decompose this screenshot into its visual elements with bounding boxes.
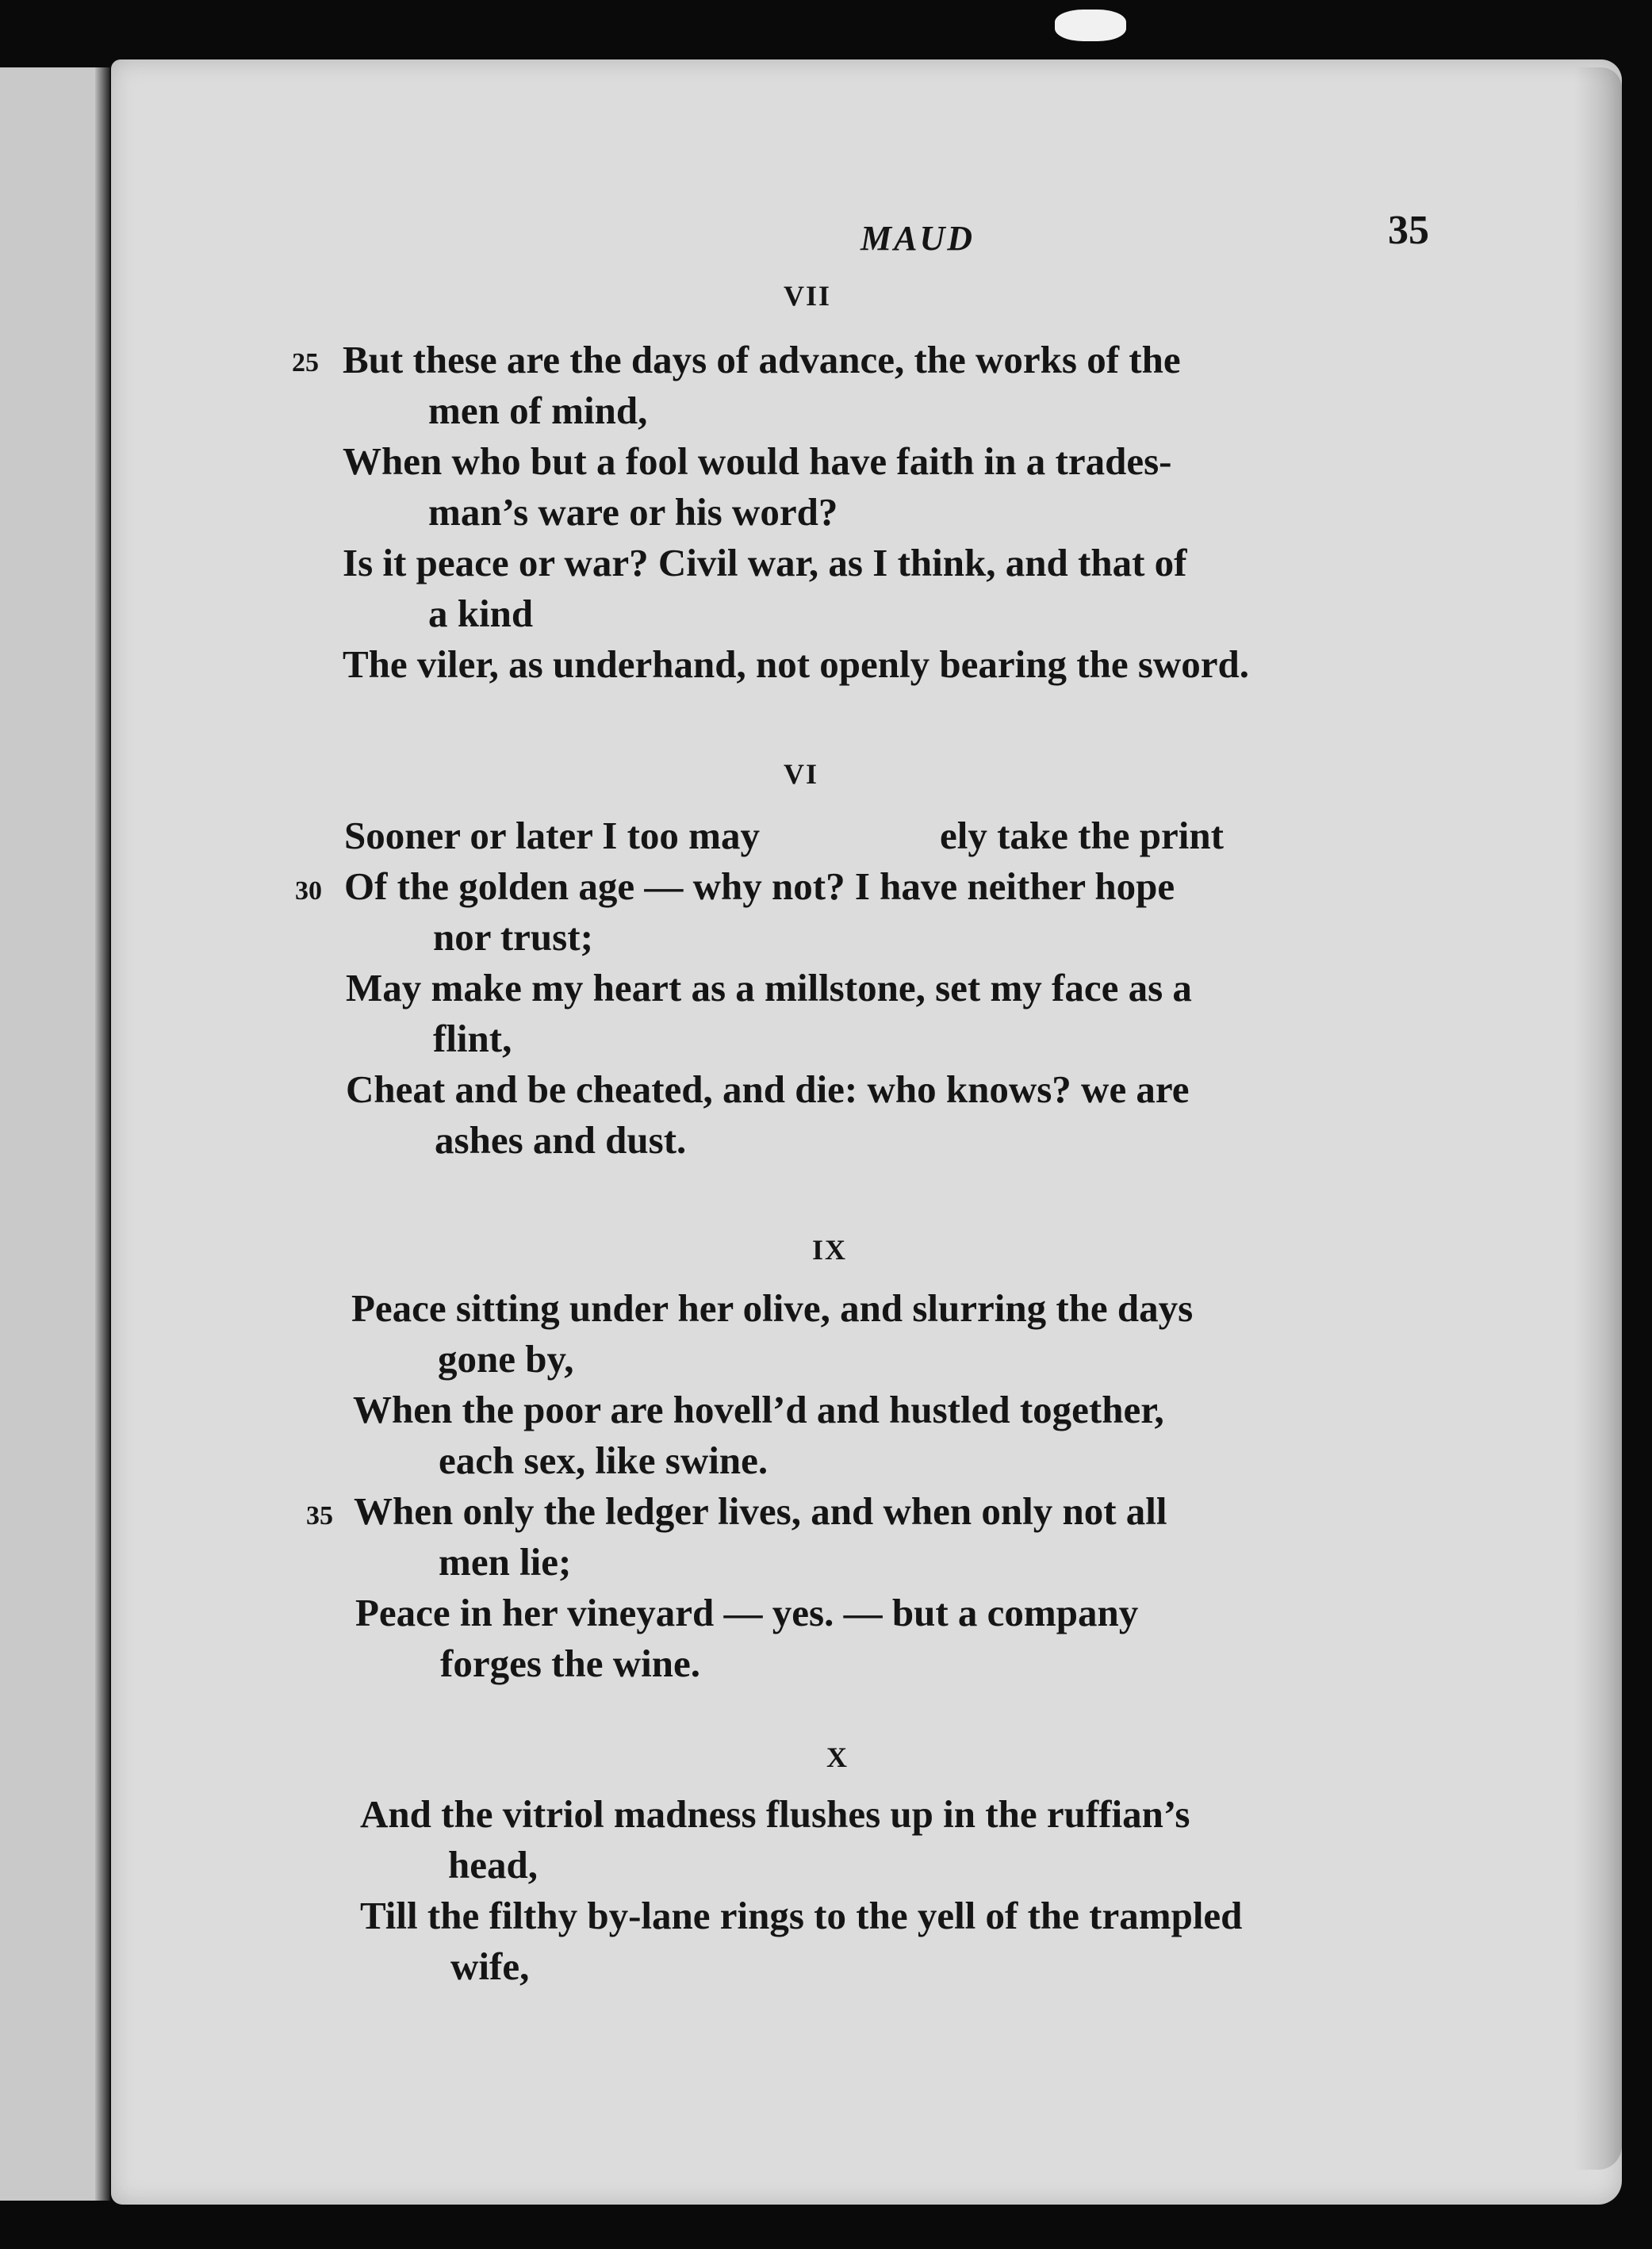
verse-line: Peace in her vineyard — yes. — but a company: [355, 1591, 1139, 1634]
verse-line: flint,: [433, 1017, 512, 1060]
verse-line: man’s ware or his word?: [428, 490, 838, 534]
page-number: 35: [1388, 208, 1429, 253]
paper-damage-mark: [1055, 10, 1126, 41]
verse-line: men of mind,: [428, 389, 648, 432]
line-number-25: 25: [292, 348, 319, 377]
running-head-title: MAUD: [860, 219, 975, 258]
section-numeral-vii: VII: [784, 280, 832, 312]
verse-line: Of the golden age — why not? I have neither hope: [344, 864, 1175, 908]
verse-line: The viler, as underhand, not openly bearing the sword.: [343, 642, 1250, 686]
verse-line: head,: [448, 1843, 539, 1887]
verse-line: wife,: [450, 1944, 530, 1988]
verse-line: gone by,: [438, 1337, 574, 1381]
verse-line: And the vitriol madness flushes up in the ruffian’s: [360, 1792, 1190, 1836]
verse-line: each sex, like swine.: [439, 1439, 769, 1482]
verse-line: When the poor are hovell’d and hustled together,: [353, 1388, 1164, 1431]
verse-line: a kind: [428, 592, 534, 635]
verse-line: When only the ledger lives, and when only not all: [354, 1489, 1167, 1533]
section-numeral-x: X: [826, 1741, 849, 1773]
book-page: [111, 59, 1622, 2205]
verse-line: men lie;: [439, 1540, 572, 1584]
verse-line: ashes and dust.: [435, 1118, 687, 1162]
line-number-30: 30: [295, 876, 322, 906]
verse-line: Peace sitting under her olive, and slurring the days: [351, 1286, 1194, 1330]
verse-line: forges the wine.: [440, 1642, 700, 1685]
section-numeral-viii: VI: [784, 758, 819, 790]
line-number-35: 35: [306, 1501, 333, 1531]
section-numeral-ix: IX: [812, 1234, 848, 1266]
verse-line: Is it peace or war? Civil war, as I think, and that of: [343, 541, 1187, 584]
verse-line: ely take the print: [940, 814, 1224, 857]
verse-line: May make my heart as a millstone, set my face as a: [346, 966, 1192, 1010]
verse-line: Till the filthy by-lane rings to the yell of the trampled: [360, 1894, 1243, 1937]
verse-line: nor trust;: [433, 915, 593, 959]
verse-line: Sooner or later I too may: [344, 814, 760, 857]
verse-line: Cheat and be cheated, and die: who knows? we are: [346, 1067, 1190, 1111]
verse-line: When who but a fool would have faith in a trades-: [343, 439, 1172, 483]
adjacent-page-edge: [0, 67, 110, 2201]
verse-line: But these are the days of advance, the works of the: [343, 338, 1181, 381]
